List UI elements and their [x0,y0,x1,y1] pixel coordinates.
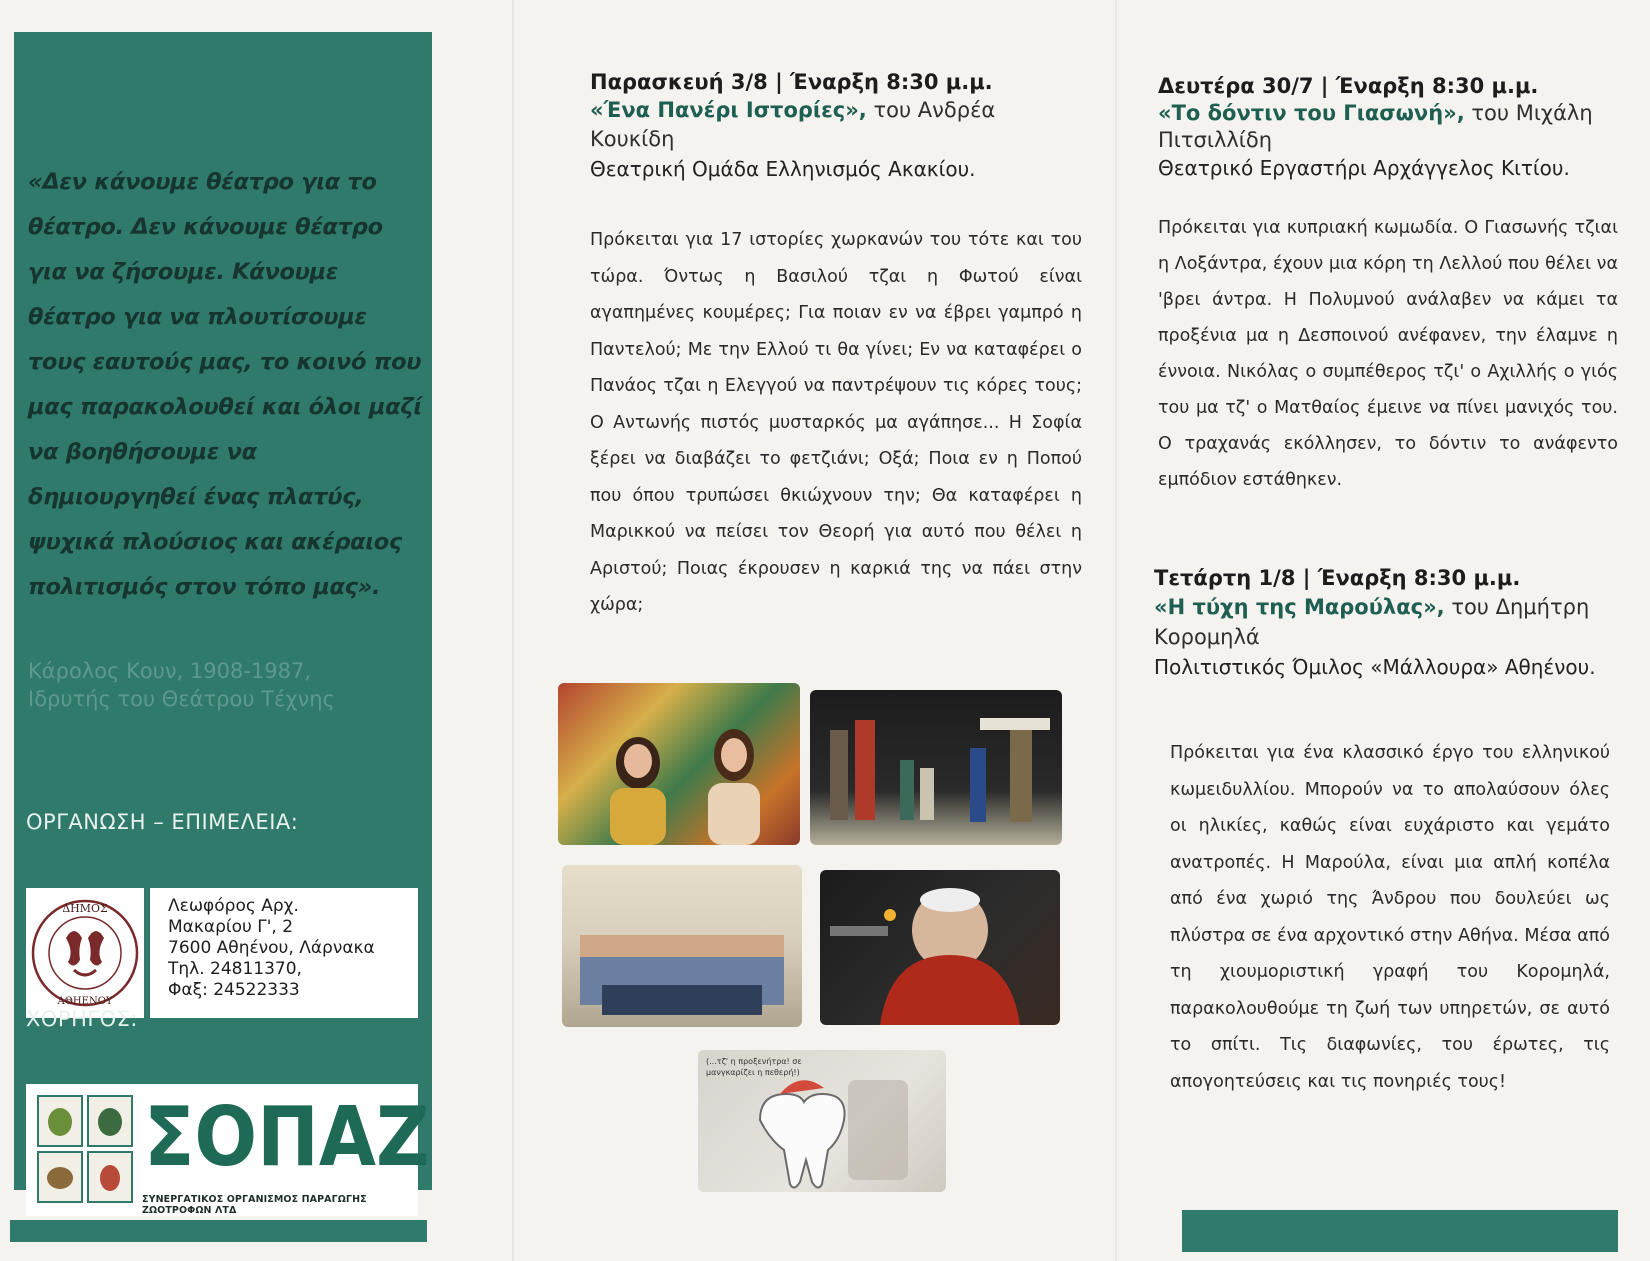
kounn-quote: «Δεν κάνουμε θέατρο για το θέατρο. Δεν κάνουμε θέατρο για να ζήσουμε. Κάνουμε θέατρο για να πλουτίσουμε τους εαυτούς μας, το κοινό που μας παρακολουθεί και όλοι μαζί να βοηθήσουμε να δημιουργηθεί ένας πλατύς, ψυχικά πλούσιος και ακέραιος πολιτισμός στον τόπο μας». [28,169,422,600]
monday-header: Δευτέρα 30/7 | Έναρξη 8:30 μ.μ. [1158,74,1539,98]
event-monday [1158,72,1618,182]
friday-author: του Ανδρέα Κουκίδη [590,98,996,151]
logo-text-bottom: ΑΘΗΕΝΟΥ [57,996,113,1007]
monday-author: του Μιχάλη Πιτσιλλίδη [1158,101,1593,152]
left-panel [14,32,432,1216]
sponsor-name: ΣΟΠΑΖ [144,1090,430,1185]
sponsor-subtitle: ΣΥΝΕΡΓΑΤΙΚΟΣ ΟΡΓΑΝΙΣΜΟΣ ΠΑΡΑΓΩΓΗΣ ΖΩΟΤΡΟΦΩΝ ΛΤΔ [142,1194,367,1216]
livestock-icons [36,1094,134,1206]
wednesday-title [1154,592,1620,652]
wednesday-play-title: «Η τύχη της Μαρούλας», [1154,595,1445,619]
address-phone: Τηλ. 24811370, [168,959,302,979]
wednesday-author: του Δημήτρη Κορομηλά [1154,595,1590,649]
monday-play-title: «Το δόντιν του Γιασωνή», [1158,101,1465,125]
friday-group: Θεατρική Ομάδα Ελληνισμός Ακακίου. [590,157,976,181]
sponsor-label: ΧΟΡΗΓΟΣ: [26,1007,138,1031]
group-image-icon [562,865,802,1027]
address-fax: Φαξ: 24522333 [168,980,300,1000]
wednesday-header: Τετάρτη 1/8 | Έναρξη 8:30 μ.μ. [1154,566,1521,590]
municipality-seal-icon [26,888,144,1018]
monday-description-wrap [1158,210,1618,498]
wednesday-description-wrap [1170,735,1610,1100]
sponsor-logo [26,1084,430,1216]
left-bottom-bar [10,1220,427,1242]
photo-stage-scene [810,690,1062,845]
photo-priest [820,870,1060,1025]
friday-play-title: «Ένα Πανέρι Ιστορίες», [590,98,867,122]
fold-line-2 [1115,0,1117,1261]
actresses-image-icon [558,683,800,845]
organization-label: ΟΡΓΑΝΩΣΗ – ΕΠΙΜΕΛΕΙΑ: [26,810,299,834]
priest-image-icon [820,870,1060,1025]
cartoon-image [698,1050,946,1192]
wednesday-description: Πρόκειται για ένα κλασσικό έργο του ελληνικού κωμειδυλλίου. Μπορούν να το απολαύσουν όλες οι ηλικίες, καθώς είναι ευχάριστο και γεμάτο ανατροπές. Η Μαρούλα, είναι μια απλή κοπέλα από ένα χωριό της Άνδρου που δουλεύει ως πλύστρα σε ένα αρχοντικό στην Αθήνα. Μέσα από τη χιουμοριστική γραφή του Κορομηλά, παρακολουθούμε τη ζωή των υπηρετών, σε αυτό το σπίτι. Τις διαφωνίες, του έρωτες, τις απογοητεύσεις και τις πονηριές τους! [1170,743,1610,1092]
logo-text-top: ΔΗΜΟΣ [62,902,108,915]
friday-title [590,96,1082,154]
quote-attribution [28,657,426,713]
address-line-1: Λεωφόρος Αρχ. [168,896,299,916]
photo-two-actresses [558,683,800,845]
monday-description: Πρόκειται για κυπριακή κωμωδία. Ο Γιασωνής τζιαι η Λοξάντρα, έχουν μια κόρη τη Λελλού που θέλει να 'βρει άντρα. Η Πολυμνού ανάλαβεν να κάμει τα προξένια μα η Δεσποινού ανέφανεν, την έλαμνε η έννοια. Νικόλας ο συμπέθερος τζι' ο Αχιλλής ο γιός του μα τζ' ο Ματθαίος έμεινε να πίνει μανιχός του. Ο τραχανάς εκόλλησεν, το δόντιν το ανάφεντο εμπόδιον εστάθηκεν. [1158,218,1618,490]
address-line-2: Μακαρίου Γ', 2 [168,917,294,937]
cartoon-caption: (...τζ' η προξενήτρα! σε μανγκαρίζει η πεθερή!) [706,1057,802,1077]
address-line-3: 7600 Αθηένου, Λάρνακα [168,938,375,958]
wednesday-group: Πολιτιστικός Όμιλος «Μάλλουρα» Αθηένου. [1154,655,1596,679]
photo-group [562,865,802,1027]
friday-description: Πρόκειται για 17 ιστορίες χωρκανών του τότε και του τώρα. Όντως η Βασιλού τζαι η Φωτού είναι αγαπημένες κουμέρες; Για ποιαν εν να έβρει γαμπρό η Παντελού; Με την Ελλού τι θα γίνει; Εν να καταφέρει ο Πανάος τζαι η Ελεγγού να παντρέψουν τις κόρες τους; Ο Αντωνής πιστός μυσταρκός μα αγάπησε... Η Σοφία ξέρει να διαβάζει το φετζιάνι; Οξά; Ποια εν η Ποπού που όπου τρυπώσει θκιώχνουν την; Θα καταφέρει η Μαρικκού να πείσει τον Θεορή για αυτό που θέλει η Αριστού; Ποιας έκρουσεν η καρκιά της να πάει στην χώρα; [590,230,1082,615]
municipality-logo [26,888,144,1018]
friday-description-wrap [590,222,1082,624]
attribution-line-1: Κάρολος Κουν, 1908-1987, [28,659,312,683]
event-wednesday [1154,564,1620,682]
fold-line-1 [512,0,514,1261]
organization-box [26,888,418,1018]
stage-image-icon [810,690,1062,845]
event-friday [590,68,1082,184]
attribution-line-2: Ιδρυτής του Θεάτρου Τέχνης [28,687,335,711]
right-bottom-bar [1182,1210,1618,1252]
address-block [150,888,418,1018]
monday-group: Θεατρικό Εργαστήρι Αρχάγγελος Κιτίου. [1158,156,1570,180]
monday-title [1158,100,1618,154]
friday-header: Παρασκευή 3/8 | Έναρξη 8:30 μ.μ. [590,70,993,94]
